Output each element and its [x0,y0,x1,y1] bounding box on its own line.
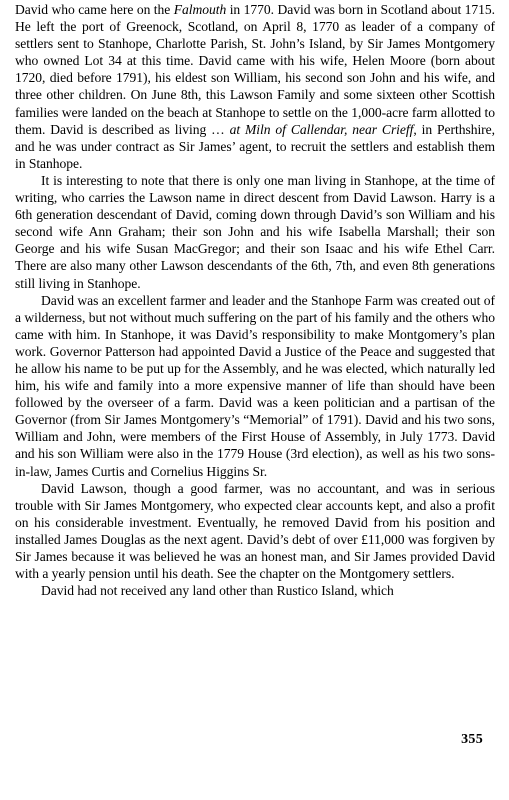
paragraph-4 [15,480,495,583]
paragraph-2-text: It is interesting to note that there is only one man living in Stanhope, at the time of writing, who carries the Lawson name in direct descent from David Lawson. Harry is a 6th generation descendant of David, coming down through David’s son William and his second wife Ann Graham; their son John and his wife Isabella Marshall; their son George and his wife Susan MacGregor; and their son Isaac and his wife Ethel Carr. There are also many other Lawson descendants of the 6th, 7th, and even 8th generations still living in Stanhope. [15,172,495,291]
page-number: 355 [461,732,483,747]
ship-name-falmouth: Falmouth [173,2,227,17]
paragraph-1-segment-1: David who came here on the [15,2,174,17]
paragraph-5-text: David had not received any land other than Rustico Island, which [41,583,394,599]
paragraph-1-segment-3: in 1770. David was born in Scotland about 1715. He left the port of Greenock, Scotland, on April 8, 1770 as leader of a company of settlers sent to Stanhope, Charlotte Parish, St. John’s Island, by Sir James Montgomery who owned Lot 34 at this time. David came with his wife, Helen Moore (born about 1720, died before 1791), his eldest son William, his second son John and his wife, and three other children. On June 8th, this Lawson Family and some sixteen other Scottish families were landed on the beach at Stanhope to settle on the 1,000-acre farm allotted to them. David is described as living … [15,2,495,137]
paragraph-4-text: David Lawson, though a good farmer, was no accountant, and was in serious trouble with Sir James Montgomery, who expected clear accounts kept, and also a profit on his considerable investment. Eventually, he removed David from his position and installed James Douglas as the next agent. David’s debt of over £11,000 was forgiven by Sir James because it was believed he was an honest man, and Sir James provided David with a yearly pension until his death. See the chapter on the Montgomery settlers. [15,480,495,582]
paragraph-1-segment-5: , in Perthshire, and he was under contract as Sir James’ agent, to recruit the settlers and establish them in Stanhope. [15,121,495,171]
paragraph-3-text: David was an excellent farmer and leader and the Stanhope Farm was created out of a wilderness, but not without much suffering on the part of his family and the others who came with him. In Stanhope, it was David’s responsibility to make Montgomery’s plan work. Governor Patterson had appointed David a Justice of the Peace and suggested that he allow his name to be put up for the Assembly, and he was elected, which naturally led him, his wife and family into a more expensive manner of life than should have been followed by the overseer of a farm. David was a keen politician and a partisan of the Governor (from Sir James Montgomery’s “Memorial” of 1791). David and his two sons, William and John, were members of the First House of Assembly, in July 1773. David and his son William were also in the 1779 House (3rd election), as well as his two sons-in-law, James Curtis and Cornelius Higgins Sr. [15,292,495,479]
paragraph-5 [15,582,495,599]
paragraph-2 [15,172,495,292]
paragraph-3 [15,292,495,480]
paragraph-1 [15,1,495,172]
residence-location: at Miln of Callendar, near Crieff [229,121,414,137]
body-text [15,1,495,599]
